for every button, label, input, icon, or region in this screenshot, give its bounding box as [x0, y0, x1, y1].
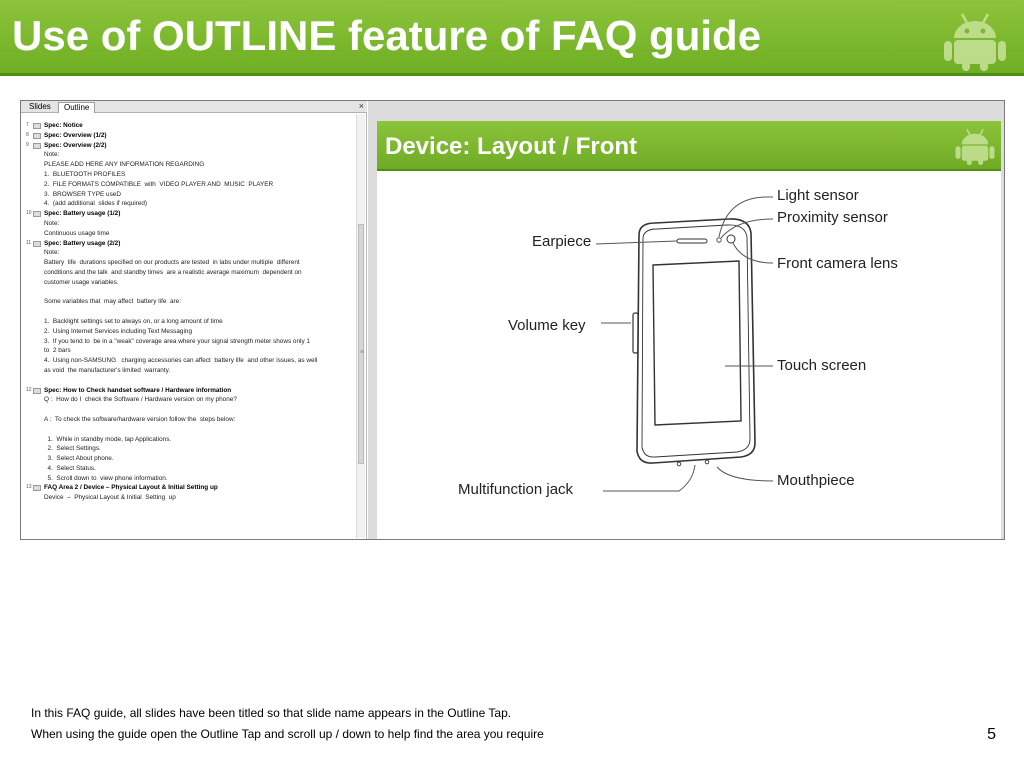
pane-tabs — [21, 101, 367, 113]
footer-note-1: In this FAQ guide, all slides have been titled so that slide name appears in the Outline Tap. — [31, 706, 512, 720]
outline-body-line: Device – Physical Layout & Initial Setting up — [44, 494, 176, 502]
android-icon — [940, 6, 1010, 72]
slide-icon — [33, 143, 41, 149]
slide-icon — [33, 133, 41, 139]
label-volume-key: Volume key — [508, 317, 586, 334]
outline-body-line — [44, 405, 356, 415]
phone-screen — [653, 261, 741, 425]
outline-entry[interactable] — [26, 209, 356, 238]
slide-icon — [33, 388, 41, 394]
outline-entry[interactable] — [26, 239, 356, 386]
outline-body-line — [44, 425, 356, 435]
outline-slide-title: Spec: Notice — [44, 122, 83, 129]
outline-entry[interactable] — [26, 386, 356, 484]
slide-number: 7 — [26, 122, 29, 128]
slide-icon — [33, 485, 41, 491]
label-front-camera: Front camera lens — [777, 255, 898, 272]
slide-banner — [377, 121, 1001, 171]
slide-icon — [33, 123, 41, 129]
outline-body-line: Continuous usage time — [44, 229, 110, 237]
slide-icon — [33, 211, 41, 217]
outline-body-line: 2. Using Internet Services including Text Messaging — [44, 327, 193, 335]
slide-number: 9 — [26, 141, 29, 148]
outline-body-line: Note: — [44, 219, 60, 227]
outline-body-line: 5. Scroll down to view phone information. — [44, 474, 168, 482]
outline-body-line: 1. BLUETOOTH PROFILES — [44, 170, 126, 178]
footer-note-2: When using the guide open the Outline Tap and scroll up / down to help find the area you require — [31, 727, 544, 741]
outline-body-line: to 2 bars — [44, 347, 71, 355]
outline-body-line: 3. BROWSER TYPE useD — [44, 190, 121, 198]
outline-body-line: 1. While in standby mode, tap Applications. — [44, 435, 172, 443]
outline-body-line: A : To check the software/hardware version follow the steps below: — [44, 415, 236, 423]
label-mouthpiece: Mouthpiece — [777, 472, 855, 489]
outline-body-line: conditions and the talk and standby times are a realistic average maximum dependent on — [44, 268, 302, 276]
outline-entry[interactable] — [26, 483, 356, 503]
title-banner — [0, 0, 1024, 76]
outline-slide-title: Spec: Battery usage (1/2) — [44, 210, 121, 218]
outline-body-line — [44, 307, 356, 317]
outline-body-line — [44, 376, 356, 386]
outline-body-line: 2. Select Settings. — [44, 445, 101, 453]
label-multifunction-jack: Multifunction jack — [458, 481, 574, 498]
slide-number: 10 — [26, 210, 32, 217]
outline-body-line: PLEASE ADD HERE ANY INFORMATION REGARDING — [44, 161, 205, 169]
outline-body-line: Note: — [44, 249, 60, 257]
slide-number: 13 — [26, 484, 32, 491]
tab-slides[interactable]: Slides — [29, 102, 51, 111]
outline-body-line: 3. If you tend to be in a "weak" coverage area where your signal strength meter shows only 1 — [44, 337, 310, 345]
outline-body-line: 2. FILE FORMATS COMPATIBLE with VIDEO PLAYER AND MUSIC PLAYER — [44, 180, 274, 188]
outline-scrollbar[interactable] — [356, 114, 365, 538]
outline-body-line — [44, 288, 356, 298]
outline-slide-title: FAQ Area 2 / Device – Physical Layout & Initial Setting up — [44, 484, 218, 492]
android-icon — [953, 123, 997, 167]
outline-body-line: 4. Select Status. — [44, 464, 96, 472]
camera-lens — [727, 235, 735, 243]
slide-icon — [33, 241, 41, 247]
label-earpiece: Earpiece — [532, 233, 592, 250]
label-touch-screen: Touch screen — [777, 357, 867, 374]
outline-body-line: 3. Select About phone. — [44, 455, 114, 463]
outline-entry[interactable] — [26, 141, 356, 210]
scrollbar-thumb[interactable]: ≡ — [358, 224, 364, 464]
outline-body-line: Q : How do I check the Software / Hardware version on my phone? — [44, 396, 237, 404]
slide-number: 11 — [26, 239, 32, 246]
slide-area — [368, 101, 1004, 539]
outline-slide-title: Spec: Battery usage (2/2) — [44, 239, 121, 247]
slide-number: 8 — [26, 131, 29, 138]
label-light-sensor: Light sensor — [777, 187, 859, 204]
outline-body-line: customer usage variables. — [44, 278, 119, 286]
tab-outline[interactable]: Outline — [58, 102, 95, 113]
outline-body-line: 4. Using non-SAMSUNG charging accessories can affect battery life and other issues, as well — [44, 357, 318, 365]
outline-pane — [21, 101, 367, 539]
outline-body-line: 4. (add additional slides if required) — [44, 200, 148, 208]
page-title: Use of OUTLINE feature of FAQ guide — [12, 12, 762, 59]
slide-preview[interactable] — [377, 121, 1001, 539]
outline-entry[interactable] — [26, 131, 356, 141]
slide-title: Device: Layout / Front — [385, 133, 638, 160]
phone-body — [637, 219, 755, 463]
outline-body-line: as void the manufacturer's limited warranty. — [44, 366, 171, 374]
outline-slide-title: Spec: Overview (1/2) — [44, 131, 107, 139]
page-number: 5 — [987, 726, 996, 743]
outline-body-line: Battery life durations specified on our products are tested in labs under multiple different — [44, 259, 300, 267]
screenshot-frame — [20, 100, 1005, 540]
label-proximity-sensor: Proximity sensor — [777, 209, 888, 226]
outline-body-line: 1. Backlight settings set to always on, or a long amount of time — [44, 317, 223, 325]
earpiece-grille — [677, 239, 707, 243]
outline-body-line: Note: — [44, 151, 60, 159]
outline-body-line: Some variables that may affect battery life are: — [44, 298, 181, 306]
outline-list[interactable] — [26, 121, 356, 503]
outline-slide-title: Spec: How to Check handset software / Hardware information — [44, 386, 232, 394]
outline-entry[interactable] — [26, 121, 356, 131]
outline-slide-title: Spec: Overview (2/2) — [44, 141, 107, 149]
slide-number: 12 — [26, 386, 32, 393]
close-icon[interactable]: × — [358, 101, 364, 111]
